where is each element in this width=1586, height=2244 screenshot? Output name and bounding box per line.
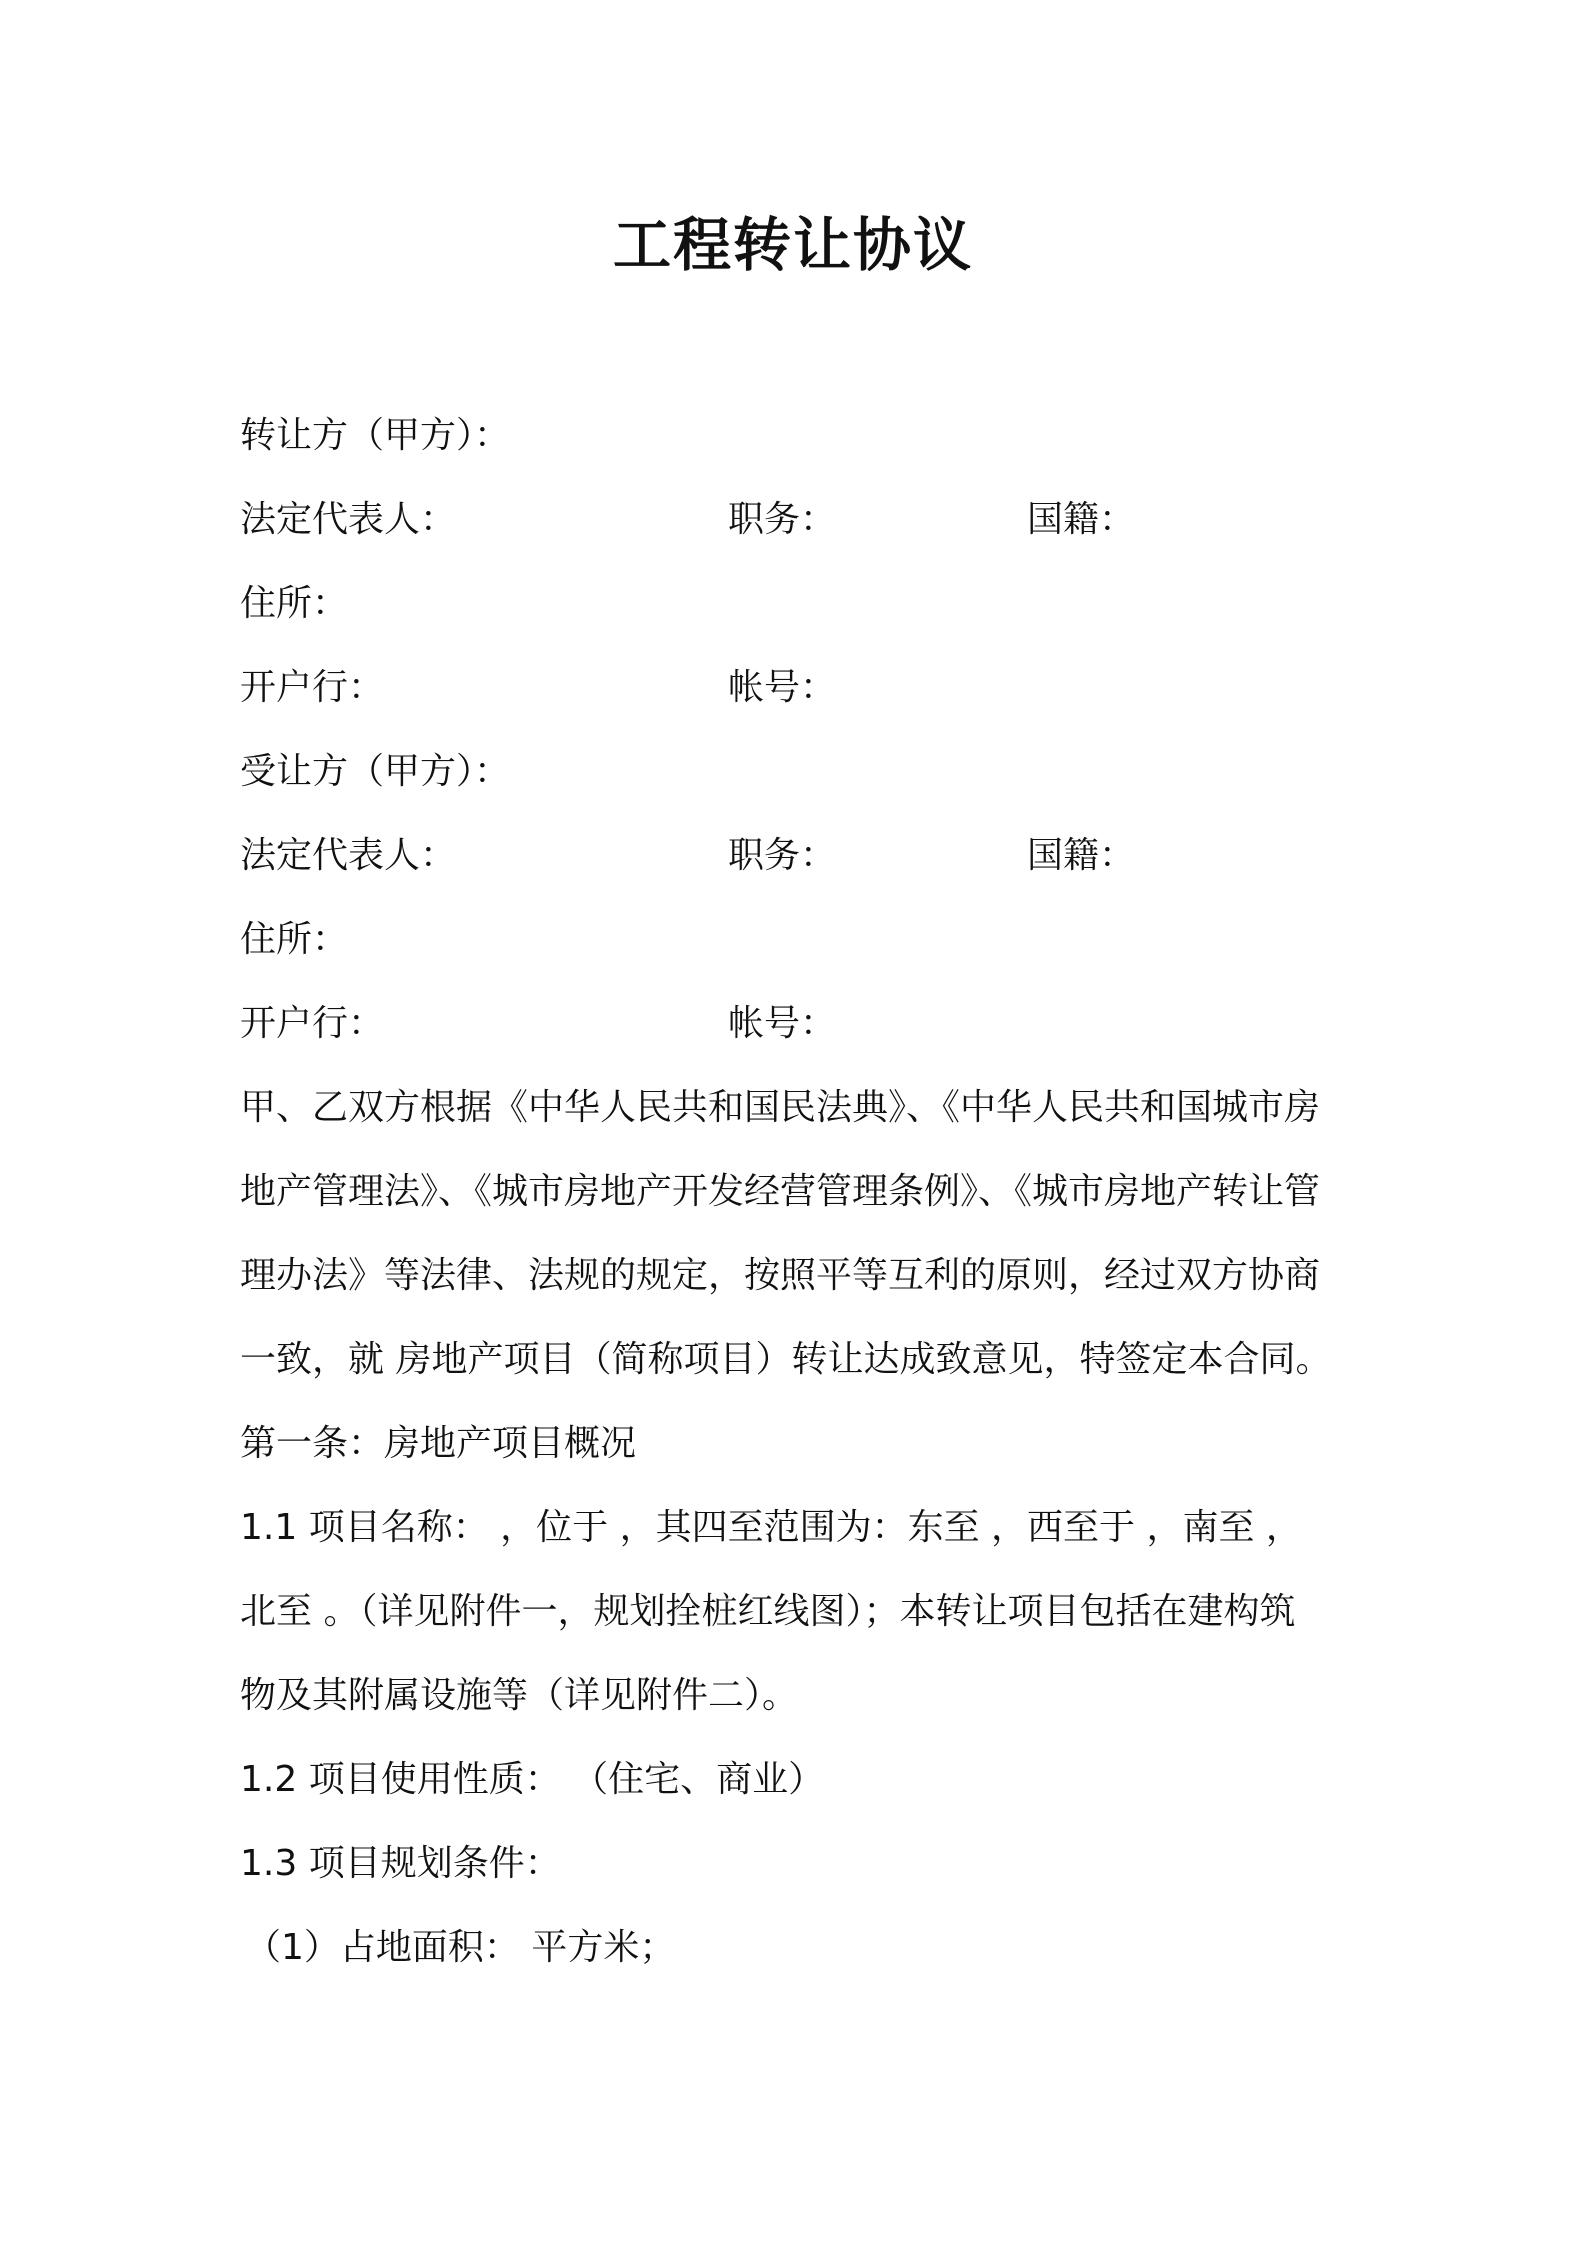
- party-b-account-label: 帐号：: [728, 1003, 837, 1044]
- party-a-bank-label: 开户行：: [240, 667, 385, 708]
- document-title: 工程转让协议: [612, 211, 973, 279]
- clause-1-2: 1.2 项目使用性质： （住宅、商业）: [240, 1759, 825, 1800]
- intro-line: 甲、乙双方根据《中华人民共和国民法典》、《中华人民共和国城市房: [240, 1087, 1321, 1128]
- party-b-nationality-label: 国籍：: [1027, 835, 1136, 876]
- party-a-position-label: 职务：: [728, 499, 837, 540]
- article-1-heading: 第一条：房地产项目概况: [240, 1423, 637, 1464]
- party-b-bank-label: 开户行：: [240, 1003, 385, 1044]
- intro-line: 理办法》等法律、法规的规定，按照平等互利的原则，经过双方协商: [240, 1255, 1321, 1296]
- party-a-account-label: 帐号：: [728, 667, 837, 708]
- clause-1-3-item-1: （1）占地面积： 平方米；: [245, 1927, 676, 1968]
- clause-1-1-line: 北至 。（详见附件一，规划拴桩红线图）；本转让项目包括在建构筑: [240, 1591, 1296, 1632]
- party-a-nationality-label: 国籍：: [1027, 499, 1136, 540]
- intro-line: 地产管理法》、《城市房地产开发经营管理条例》、《城市房地产转让管: [240, 1171, 1321, 1212]
- clause-1-3: 1.3 项目规划条件：: [240, 1843, 561, 1884]
- party-a-rep-label: 法定代表人：: [240, 499, 457, 540]
- party-b-address-label: 住所：: [240, 919, 349, 960]
- clause-1-1-line: 1.1 项目名称： ，位于 ，其四至范围为：东至 ，西至于 ，南至 ，: [240, 1507, 1302, 1548]
- party-a-address-label: 住所：: [240, 583, 349, 624]
- party-b-rep-label: 法定代表人：: [240, 835, 457, 876]
- clause-1-1-line: 物及其附属设施等（详见附件二）。: [240, 1675, 799, 1716]
- party-b-position-label: 职务：: [728, 835, 837, 876]
- party-b-heading: 受让方（甲方）：: [240, 751, 511, 792]
- intro-line: 一致，就 房地产项目（简称项目）转让达成致意见，特签定本合同。: [240, 1339, 1332, 1380]
- party-a-heading: 转让方（甲方）：: [240, 415, 511, 456]
